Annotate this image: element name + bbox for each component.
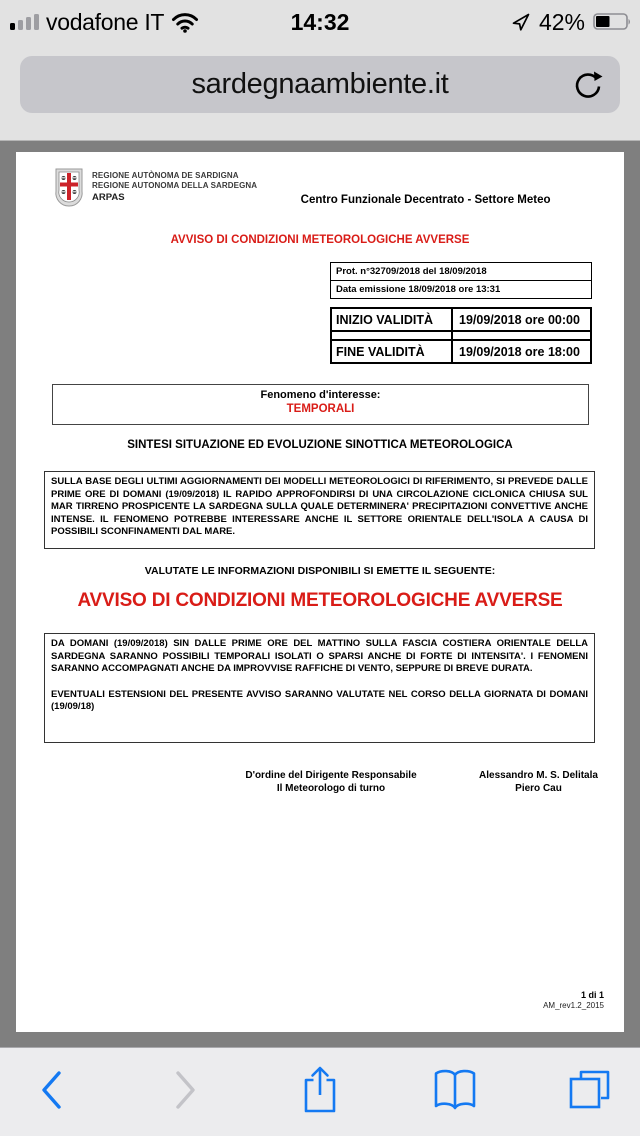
org-name-arpas: ARPAS [92, 192, 125, 203]
location-services-icon [511, 12, 531, 32]
validity-start-label: INIZIO VALIDITÀ [332, 309, 453, 330]
protocol-number: Prot. n°32709/2018 del 18/09/2018 [331, 263, 591, 281]
phenomenon-box [52, 384, 589, 425]
battery-icon [593, 13, 632, 31]
emission-date: Data emissione 18/09/2018 ore 13:31 [336, 284, 501, 295]
org-name-line2: REGIONE AUTONOMA DELLA SARDEGNA [92, 181, 258, 190]
protocol-table [330, 262, 592, 299]
warning-paragraph-1: DA DOMANI (19/09/2018) SIN DALLE PRIME ORE DEL MATTINO SULLA FASCIA COSTIERA ORIENTALE DELLA SARDEGNA SARANNO POSSIBILI TEMPORALI ISOLATI O SPARSI ANCHE DI FORTE DI INTENSITA'. I FENOMENI SARANNO ACCOMPAGNATI ANCHE DA IMPROVVISE RAFFICHE DI VENTO, SEPPURE DI BREVE DURATA. [51, 638, 588, 674]
share-icon [301, 1065, 339, 1120]
tabs-button[interactable] [564, 1062, 614, 1122]
validity-table [330, 307, 592, 364]
warning-paragraph-2: EVENTUALI ESTENSIONI DEL PRESENTE AVVISO SARANNO VALUTATE NEL CORSO DELLA GIORNATA DI DOMANI (19/09/18) [51, 688, 588, 712]
battery-percent-label: 42% [538, 8, 585, 35]
forward-chevron-icon [173, 1068, 199, 1117]
share-button[interactable] [295, 1062, 345, 1122]
reload-icon[interactable] [572, 69, 604, 101]
forward-button[interactable] [161, 1062, 211, 1122]
phenomenon-value: TEMPORALI [286, 403, 355, 415]
validity-start-value: 19/09/2018 ore 00:00 [459, 313, 580, 327]
tabs-overview-icon [566, 1067, 612, 1118]
department-title: Centro Funzionale Decentrato - Settore Meteo [300, 194, 551, 206]
validity-end-value: 19/09/2018 ore 18:00 [459, 345, 580, 359]
evaluation-heading: VALUTATE LE INFORMAZIONI DISPONIBILI SI EMETTE IL SEGUENTE: [144, 565, 496, 577]
bookmarks-button[interactable] [430, 1062, 480, 1122]
carrier-label: vodafone IT [46, 8, 165, 35]
address-bar-url: sardegnaambiente.it [191, 68, 449, 100]
browser-top-chrome [0, 0, 640, 141]
signature-role-line1: D'ordine del Dirigente Responsabile [245, 770, 417, 781]
signature-role-line2: Il Meteorologo di turno [276, 783, 386, 794]
safari-bottom-toolbar [0, 1047, 640, 1136]
notice-title-big: AVVISO DI CONDIZIONI METEOROLOGICHE AVVERSE [77, 590, 563, 611]
synthesis-heading: SINTESI SITUAZIONE ED EVOLUZIONE SINOTTICA METEOROLOGICA [127, 439, 513, 451]
document-header [16, 168, 624, 213]
clock: 14:32 [290, 8, 350, 35]
document-footer [543, 990, 604, 1011]
sardegna-coat-of-arms-logo [54, 168, 84, 213]
synthesis-text-box: SULLA BASE DEGLI ULTIMI AGGIORNAMENTI DEI MODELLI METEOROLOGICI DI RIFERIMENTO, SI PREVEDE DALLE PRIME ORE DI DOMANI (19/09/2018) IL RAPIDO APPROFONDIRSI DI UNA CIRCOLAZIONE CICLONICA CHIUSA SUL MAR TIRRENO PROSPICENTE LA SARDEGNA SULLA QUALE DETERMINERA' PRECIPITAZIONI CONVETTIVE ANCHE INTENSE. IL FENOMENO POTREBBE INTERESSARE ANCHE IL SETTORE ORIENTALE DELL'ISOLA A CAUSA DI POSSIBILI SCONFINAMENTI DAL MARE. [44, 471, 595, 549]
phenomenon-label: Fenomeno d'interesse: [260, 389, 381, 401]
address-bar[interactable] [20, 56, 620, 113]
back-chevron-icon [38, 1068, 64, 1117]
signature-name-1: Alessandro M. S. Delitala [479, 770, 598, 781]
warning-text-box [44, 633, 595, 743]
org-name-line1: REGIONE AUTÒNOMA DE SARDIGNA [92, 171, 239, 180]
signature-name-2: Piero Cau [515, 783, 562, 794]
page-number: 1 di 1 [580, 990, 604, 1000]
status-bar [0, 0, 640, 44]
pdf-page[interactable] [16, 152, 624, 1032]
bookmarks-book-icon [431, 1066, 479, 1119]
notice-title-small: AVVISO DI CONDIZIONI METEOROLOGICHE AVVERSE [170, 234, 470, 246]
validity-end-label: FINE VALIDITÀ [332, 341, 453, 362]
revision-code: AM_rev1.2_2015 [543, 1001, 604, 1010]
back-button[interactable] [26, 1062, 76, 1122]
